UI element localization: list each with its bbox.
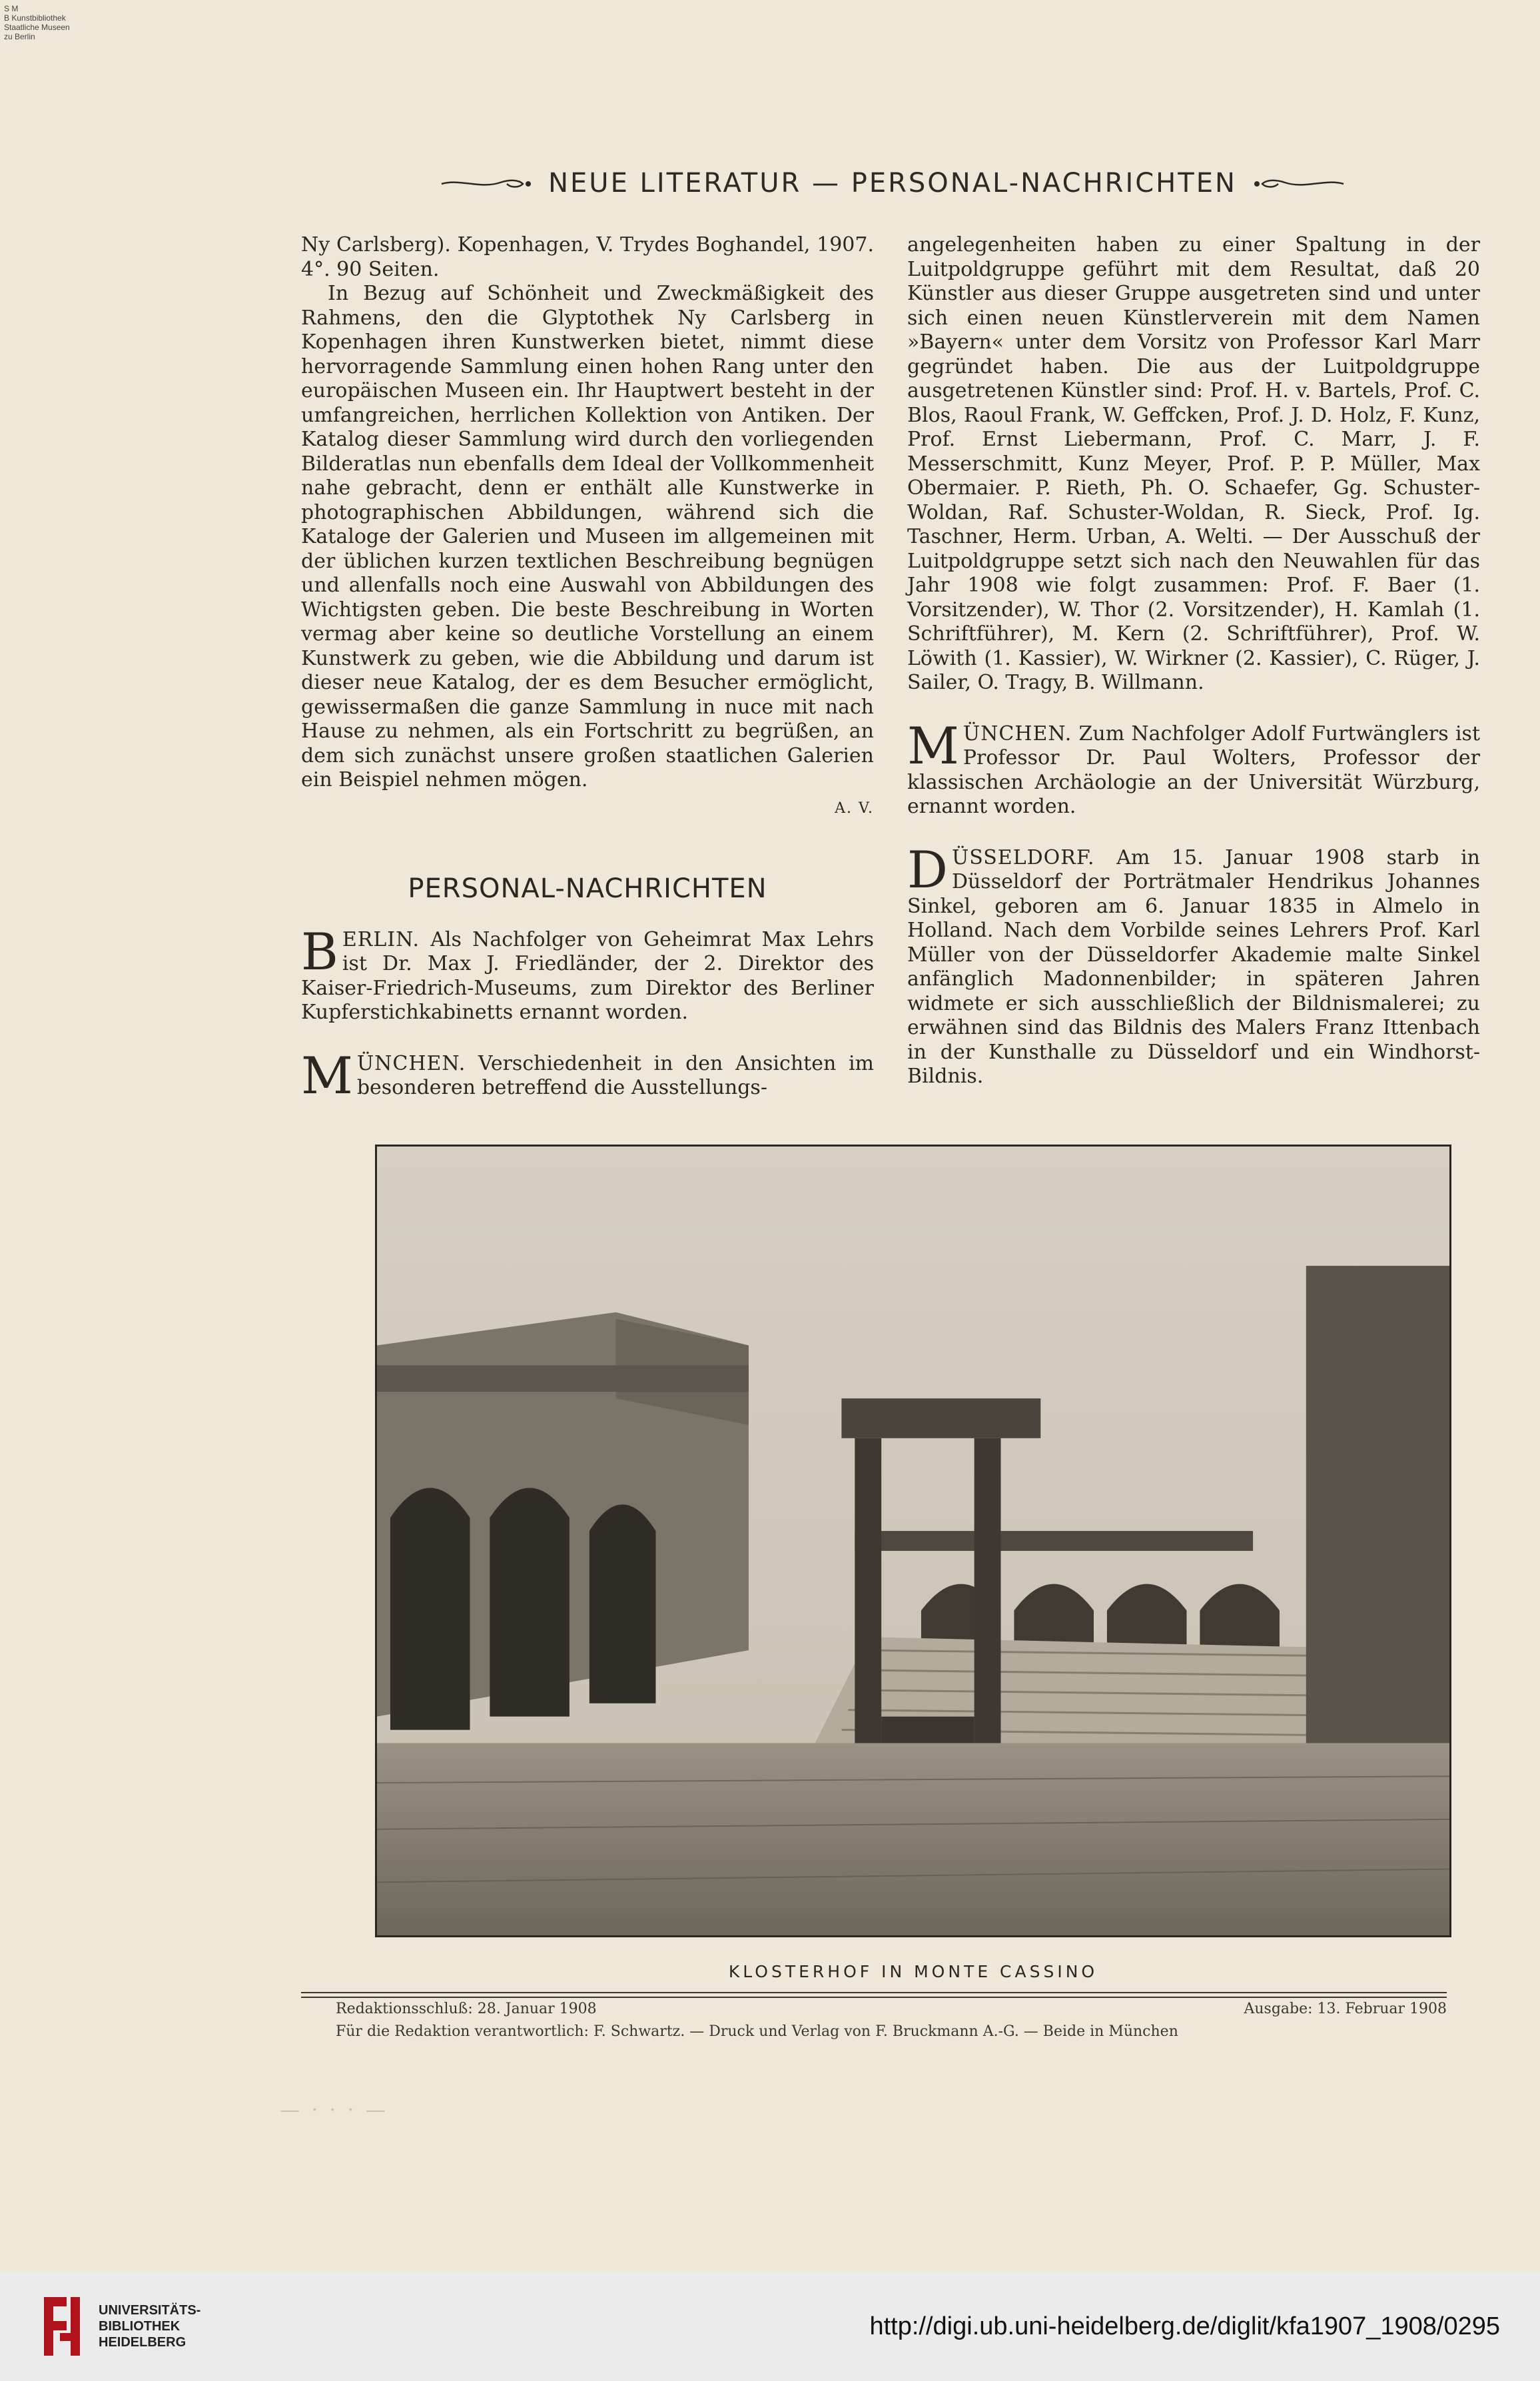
running-header <box>360 163 1425 203</box>
review-citation: Ny Carlsberg). Kopenhagen, V. Trydes Boghandel, 1907. 4°. 90 Seiten. <box>301 233 874 281</box>
entry-place: ÜNCHEN. <box>356 1051 466 1075</box>
review-body: In Bezug auf Schönheit und Zweckmäßigkeit des Rahmens, den die Glyptothek Ny Carlsberg in Kopenhagen ihren Kunstwerken bietet, nimmt diese hervorragende Sammlung einen hohen Rang unter den europäischen Museen ein. Ihr Hauptwert besteht in der umfangreichen, herrlichen Kollektion von Antiken. Der Katalog dieser Sammlung wird durch den vorliegenden Bilderatlas nun ebenfalls dem Ideal der Vollkommenheit nahe gebracht, denn er enthält alle Kunstwerke in photographischen Abbildungen, während sich die Kataloge der Galerien und Museen im allgemeinen mit der üblichen kurzen textlichen Beschreibung begnügen und allenfalls noch eine Auswahl von Abbildungen des Wichtigsten geben. Die beste Beschreibung in Worten vermag aber keine so deutliche Vorstellung an einem Kunstwerk zu geben, wie die Abbildung und darum ist dieser neue Katalog, der es dem Besucher ermöglicht, gewissermaßen die ganze Sammlung in nuce mit nach Hause zu nehmen, als ein Fortschritt zu begrüßen, an dem sich zunächst unsere großen staatlichen Galerien ein Beispiel nehmen mögen. <box>301 282 874 791</box>
news-entry-duesseldorf <box>907 839 1480 1089</box>
right-column <box>907 233 1480 1089</box>
entry-place: ÜSSELDORF. <box>951 845 1095 869</box>
review-signature: A. V. <box>835 799 874 817</box>
publisher-credits: Für die Redaktion verantwortlich: F. Schwartz. — Druck und Verlag von F. Bruckmann A.-G. — Beide in München <box>336 2023 1178 2040</box>
entry-text: Am 15. Januar 1908 starb in Düsseldorf der Porträtmaler Hendrikus Johannes Sinkel, geboren am 6. Januar 1835 in Almelo in Holland. Nach dem Vorbilde seines Lehrers Prof. Karl Müller von der Düsseldorfer Akademie malte Sinkel anfänglich Madonnenbilder; in späteren Jahren widmete er sich ausschließlich der Bildnismalerei; zu erwähnen sind das Bildnis des Malers Franz Ittenbach in der Kunsthalle zu Düsseldorf und ein Windhorst-Bildnis. <box>907 845 1480 1088</box>
entry-place: ÜNCHEN. <box>962 721 1072 745</box>
heidelberg-logo-icon <box>40 2294 84 2358</box>
imprint-rule <box>301 1992 1447 1993</box>
photo-image <box>377 1147 1449 1935</box>
stamp-line: Staatliche Museen <box>4 23 70 32</box>
entry-text: Als Nachfolger von Geheimrat Max Lehrs ist Dr. Max J. Friedländer, der 2. Direktor des Kaiser-Friedrich-Museums, zum Direktor des Berliner Kupferstichkabinetts ernannt worden. <box>301 927 874 1024</box>
section-heading: PERSONAL-NACHRICHTEN <box>408 873 767 904</box>
imprint-rule <box>301 1997 1447 1998</box>
entry-text: Verschiedenheit in den Ansichten im besonderen betreffend die Ausstellungs- <box>356 1051 874 1099</box>
ornament-left-icon <box>440 175 534 192</box>
drop-cap: B <box>301 921 338 981</box>
issue-date: Ausgabe: 13. Februar 1908 <box>1244 2001 1447 2017</box>
stamp-line: B Kunstbibliothek <box>4 13 66 23</box>
news-entry-berlin <box>301 921 874 1025</box>
drop-cap: M <box>301 1045 353 1105</box>
library-name-line: HEIDELBERG <box>99 2335 187 2350</box>
permalink-url[interactable]: http://digi.ub.uni-heidelberg.de/diglit/kfa1907_1908/0295 <box>869 2312 1500 2340</box>
library-name-line: BIBLIOTHEK <box>99 2319 181 2334</box>
news-entry-muenchen-2 <box>907 715 1480 819</box>
imprint-dates <box>336 2000 1447 2019</box>
drop-cap: M <box>907 715 959 775</box>
drop-cap: D <box>907 839 948 899</box>
library-stamp <box>4 4 104 41</box>
imprint-credits <box>336 2023 1447 2041</box>
library-logo[interactable] <box>40 2294 200 2358</box>
left-column <box>301 233 874 1105</box>
entry-place: ERLIN. <box>342 927 420 951</box>
entry-text: Zum Nachfolger Adolf Furtwänglers ist Professor Dr. Paul Wolters, Professor der klassischen Archäologie an der Universität Würzburg, ernannt worden. <box>907 721 1480 818</box>
viewer-footer <box>0 2272 1540 2381</box>
ornament-right-icon <box>1252 175 1345 192</box>
stamp-line: S M <box>4 4 19 13</box>
news-entry-muenchen <box>301 1045 874 1105</box>
figure-caption: KLOSTERHOF IN MONTE CASSINO <box>728 1962 1098 1981</box>
cloister-photograph <box>375 1145 1451 1937</box>
entry-continuation: angelegenheiten haben zu einer Spaltung in der Luitpoldgruppe geführt mit dem Resultat, daß 20 Künstler aus dieser Gruppe ausgetreten sind und unter sich einen neuen Künstlerverein mit dem Namen »Bayern« unter dem Vorsitz von Professor Karl Marr gegründet haben. Die aus der Luitpoldgruppe ausgetretenen Künstler sind: Prof. H. v. Bartels, Prof. C. Blos, Raoul Frank, W. Geffcken, Prof. J. D. Holz, F. Kunz, Prof. Ernst Liebermann, Prof. C. Marr, J. F. Messerschmitt, Kunz Meyer, Prof. P. P. Müller, Max Obermaier. P. Rieth, Ph. O. Schaefer, Gg. Schuster-Woldan, Raf. Schuster-Woldan, R. Sieck, Prof. Ig. Taschner, Herm. Urban, A. Welti. — Der Ausschuß der Luitpoldgruppe setzt sich nach den Neuwahlen für das Jahr 1908 wie folgt zusammen: Prof. F. Baer (1. Vorsitzender), W. Thor (2. Vorsitzender), H. Kamlah (1. Schriftführer), M. Kern (2. Schriftführer), Prof. W. Löwith (1. Kassier), W. Wirkner (2. Kassier), C. Rüger, J. Sailer, O. Tragy, B. Willmann. <box>907 233 1480 694</box>
pencil-mark: — · · · — <box>280 2099 388 2122</box>
stamp-line: zu Berlin <box>4 32 35 41</box>
library-name-line: UNIVERSITÄTS- <box>99 2303 201 2318</box>
editorial-deadline: Redaktionsschluß: 28. Januar 1908 <box>336 2001 597 2017</box>
page-title: NEUE LITERATUR — PERSONAL-NACHRICHTEN <box>548 168 1237 199</box>
